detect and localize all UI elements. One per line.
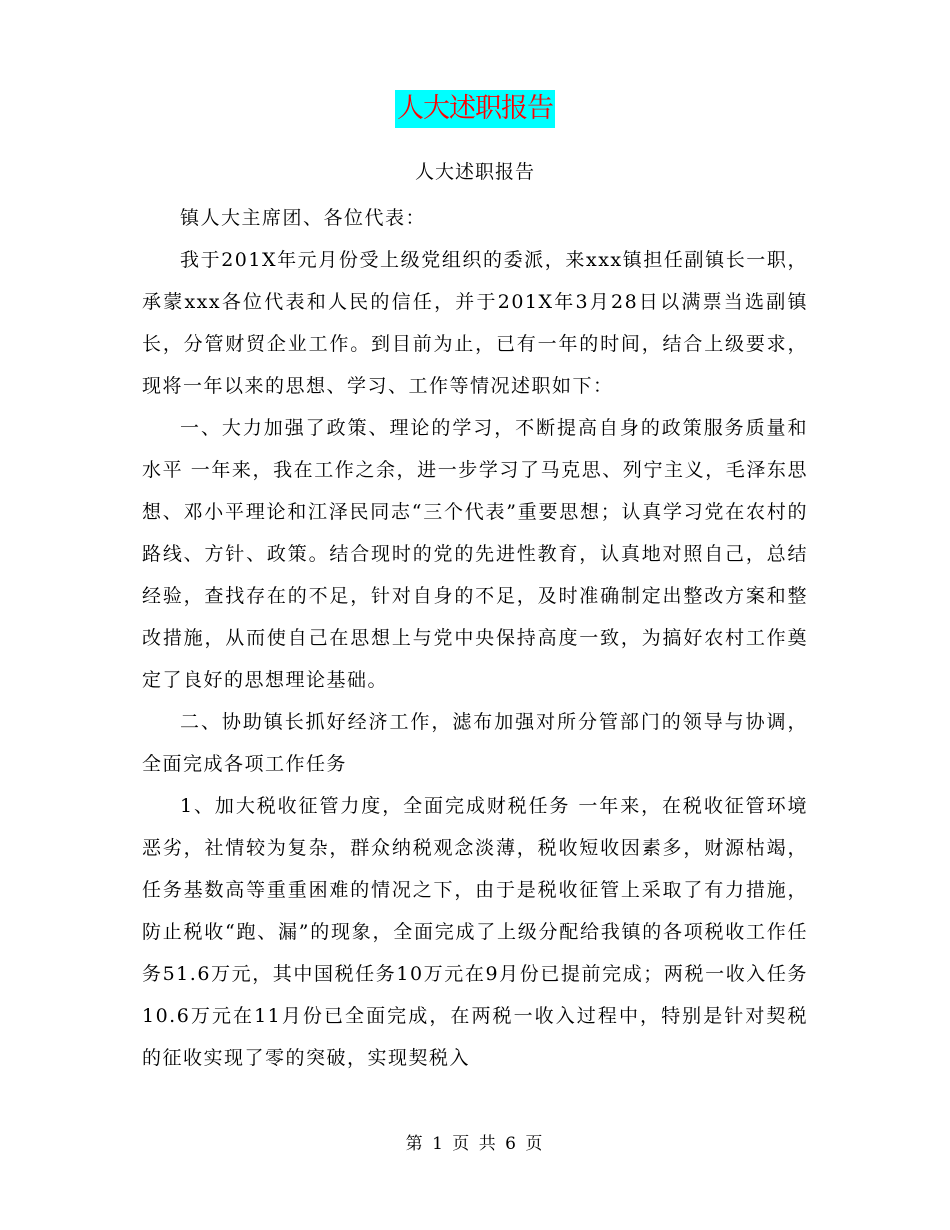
body-paragraph: 1、加大税收征管力度，全面完成财税任务 一年来，在税收征管环境恶劣，社情较为复杂，群众纳税观念淡薄，税收短收因素多，财源枯竭，任务基数高等重重困难的情况之下，由于是税收征管上采取了有力措施，防止税收“跑、漏”的现象，全面完成了上级分配给我镇的各项税收工作任务51.6万元，其中国税任务10万元在9月份已提前完成；两税一收入任务10.6万元在11月份已全面完成，在两税一收入过程中，特别是针对契税的征收实现了零的突破，实现契税入 [142, 795, 808, 1069]
title-container [0, 90, 950, 128]
page-footer: 第 1 页 共 6 页 [405, 1134, 545, 1154]
body-paragraph: 我于201X年元月份受上级党组织的委派，来xxx镇担任副镇长一职，承蒙xxx各位代表和人民的信任，并于201X年3月28日以满票当选副镇长，分管财贸企业工作。到目前为止，已有一年的时间，结合上级要求，现将一年以来的思想、学习、工作等情况述职如下： [142, 249, 808, 397]
salutation-paragraph: 镇人大主席团、各位代表： [180, 207, 427, 229]
body-paragraph: 二、协助镇长抓好经济工作，滤布加强对所分管部门的领导与协调，全面完成各项工作任务 [142, 711, 808, 775]
document-subtitle: 人大述职报告 [414, 161, 535, 183]
body-paragraph: 一、大力加强了政策、理论的学习，不断提高自身的政策服务质量和水平 一年来，我在工作之余，进一步学习了马克思、列宁主义，毛泽东思想、邓小平理论和江泽民同志“三个代表”重要思想；认真学习党在农村的路线、方针、政策。结合现时的党的先进性教育，认真地对照自己，总结经验，查找存在的不足，针对自身的不足，及时准确制定出整改方案和整改措施，从而使自己在思想上与党中央保持高度一致，为搞好农村工作奠定了良好的思想理论基础。 [142, 417, 808, 691]
document-body [142, 197, 808, 1079]
document-title: 人大述职报告 [395, 90, 555, 128]
